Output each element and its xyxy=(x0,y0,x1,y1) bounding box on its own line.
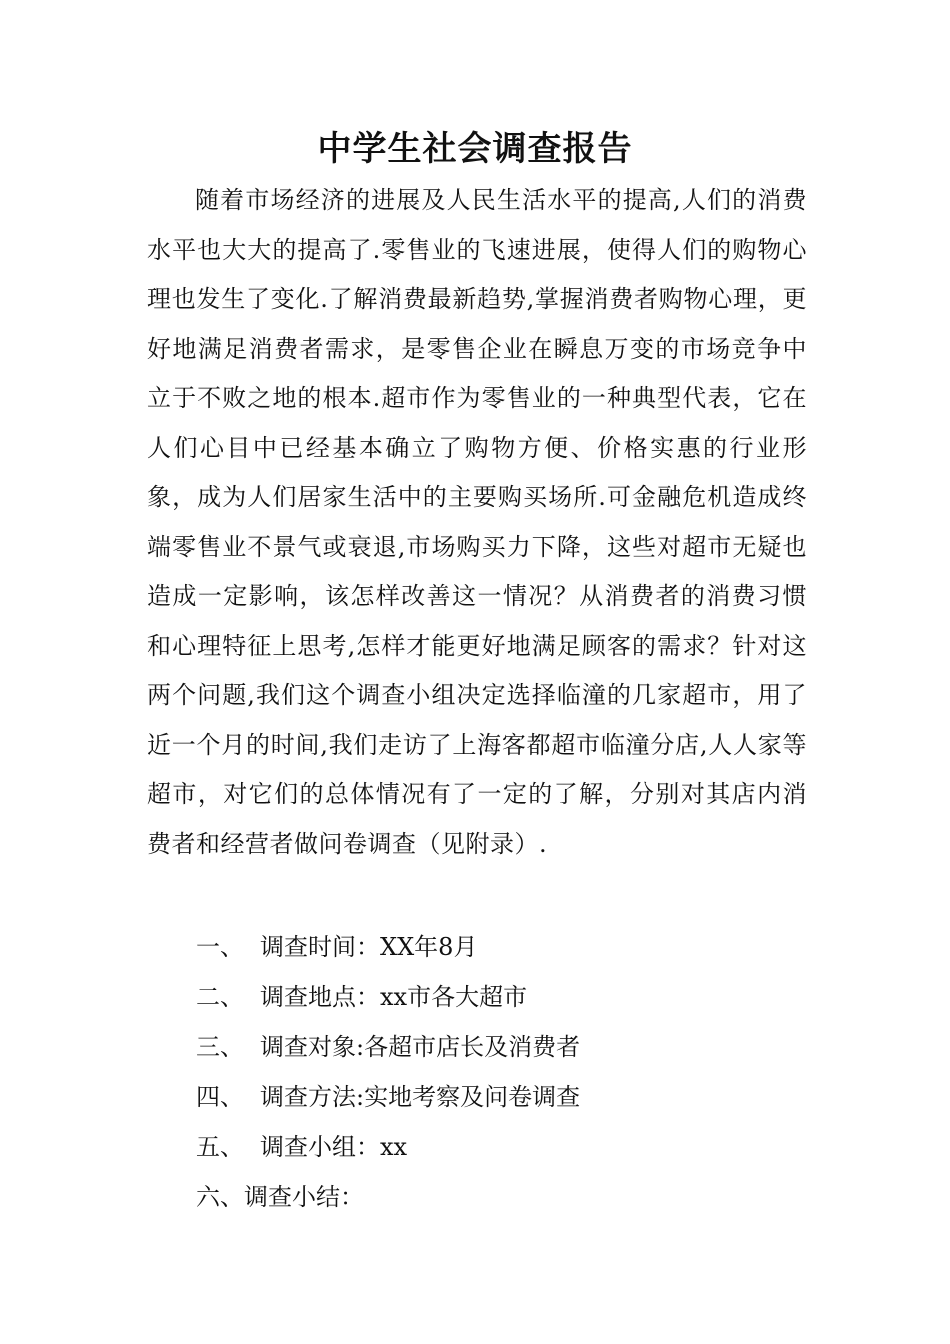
list-item-number: 二、 xyxy=(196,983,244,1011)
list-item-number: 三、 xyxy=(196,1033,244,1061)
survey-info-list xyxy=(196,922,580,1222)
list-item-number: 六、 xyxy=(196,1183,244,1211)
body-paragraph: 随着市场经济的进展及人民生活水平的提高,人们的消费水平也大大的提高了.零售业的飞速进展，使得人们的购物心理也发生了变化.了解消费最新趋势,掌握消费者购物心理，更好地满足消费者需求，是零售企业在瞬息万变的市场竞争中立于不败之地的根本.超市作为零售业的一种典型代表，它在人们心目中已经基本确立了购物方便、价格实惠的行业形象，成为人们居家生活中的主要购买场所.可金融危机造成终端零售业不景气或衰退,市场购买力下降，这些对超市无疑也造成一定影响，该怎样改善这一情况？从消费者的消费习惯和心理特征上思考,怎样才能更好地满足顾客的需求？针对这两个问题,我们这个调查小组决定选择临潼的几家超市，用了近一个月的时间,我们走访了上海客都超市临潼分店,人人家等超市，对它们的总体情况有了一定的了解，分别对其店内消费者和经营者做问卷调查（见附录）. xyxy=(147,186,807,858)
list-item xyxy=(196,1172,580,1222)
list-item xyxy=(196,1122,580,1172)
list-item-text: 调查地点：xx市各大超市 xyxy=(260,983,528,1011)
list-item-text: 调查小组：xx xyxy=(260,1133,408,1161)
list-item-text: 调查对象:各超市店长及消费者 xyxy=(260,1033,581,1061)
list-item-number: 一、 xyxy=(196,933,244,961)
list-item-text: 调查方法:实地考察及问卷调查 xyxy=(260,1083,581,1111)
list-item xyxy=(196,1022,580,1072)
list-item-text: 调查时间：XX年8月 xyxy=(260,933,478,961)
list-item-text: 调查小结： xyxy=(244,1183,364,1211)
list-item xyxy=(196,1072,580,1122)
list-item-number: 五、 xyxy=(196,1133,244,1161)
list-item-number: 四、 xyxy=(196,1083,244,1111)
list-item xyxy=(196,922,580,972)
list-item xyxy=(196,972,580,1022)
document-title: 中学生社会调查报告 xyxy=(317,129,633,169)
